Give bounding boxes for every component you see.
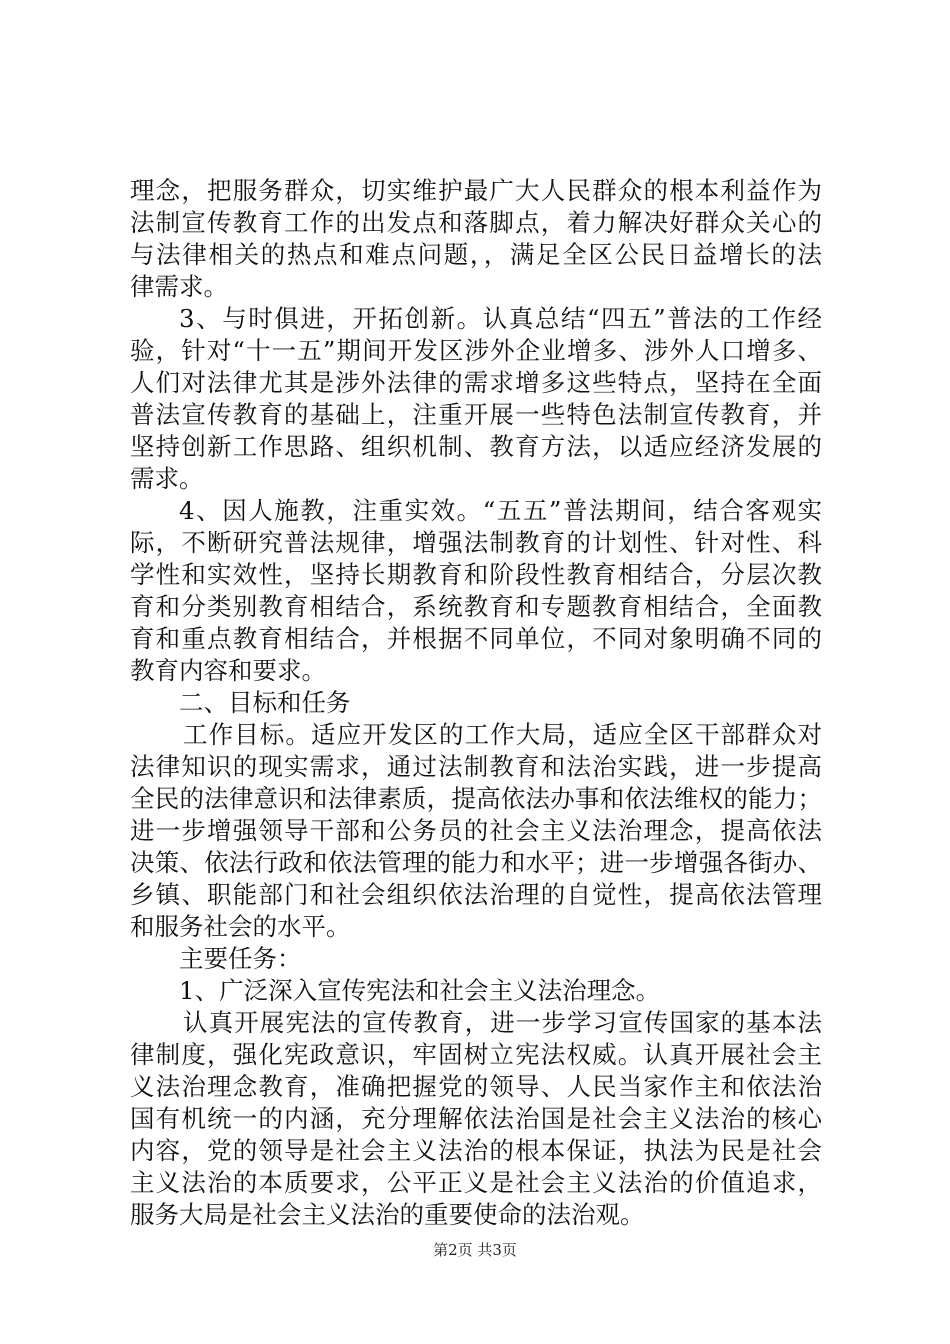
text-line: 育和分类别教育相结合，系统教育和专题教育相结合，全面教: [130, 592, 822, 621]
text-line: 育和重点教育相结合，并根据不同单位，不同对象明确不同的: [130, 624, 822, 653]
text-line: 人们对法律尤其是涉外法律的需求增多这些特点，坚持在全面: [130, 368, 822, 397]
text-line: 主要任务：: [179, 944, 302, 973]
text-line: 与法律相关的热点和难点问题，，满足全区公民日益增长的法: [130, 240, 822, 269]
text-line: 律制度，强化宪政意识，牢固树立宪法权威。认真开展社会主: [130, 1040, 822, 1069]
text-line: 二、目标和任务: [179, 688, 351, 717]
text-line: 工作目标。适应开发区的工作大局，适应全区干部群众对: [183, 720, 822, 749]
text-line: 3、与时俱进，开拓创新。认真总结“四五”普法的工作经: [179, 304, 822, 333]
text-line: 乡镇、职能部门和社会组织依法治理的自觉性，提高依法管理: [130, 880, 822, 909]
text-line: 1、广泛深入宣传宪法和社会主义法治理念。: [179, 976, 661, 1005]
text-line: 全民的法律意识和法律素质，提高依法办事和依法维权的能力；: [130, 784, 822, 813]
text-line: 法制宣传教育工作的出发点和落脚点，着力解决好群众关心的: [130, 208, 822, 237]
text-line: 服务大局是社会主义法治的重要使命的法治观。: [130, 1200, 645, 1229]
text-line: 国有机统一的内涵，充分理解依法治国是社会主义法治的核心: [130, 1104, 822, 1133]
text-line: 内容，党的领导是社会主义法治的根本保证，执法为民是社会: [130, 1136, 822, 1165]
text-line: 验，针对“十一五”期间开发区涉外企业增多、涉外人口增多、: [130, 336, 822, 365]
text-line: 主义法治的本质要求，公平正义是社会主义法治的价值追求，: [130, 1168, 822, 1197]
text-line: 理念，把服务群众，切实维护最广大人民群众的根本利益作为: [130, 176, 822, 205]
text-line: 际，不断研究普法规律，增强法制教育的计划性、针对性、科: [130, 528, 822, 557]
page-footer: 第2页 共3页: [433, 1241, 517, 1259]
text-line: 决策、依法行政和依法管理的能力和水平；进一步增强各街办、: [130, 848, 822, 877]
text-line: 进一步增强领导干部和公务员的社会主义法治理念，提高依法: [130, 816, 822, 845]
text-line: 认真开展宪法的宣传教育，进一步学习宣传国家的基本法: [183, 1008, 822, 1037]
text-line: 法律知识的现实需求，通过法制教育和法治实践，进一步提高: [130, 752, 822, 781]
document-body: [130, 175, 822, 1231]
text-line: 坚持创新工作思路、组织机制、教育方法，以适应经济发展的: [130, 432, 822, 461]
text-line: 学性和实效性，坚持长期教育和阶段性教育相结合，分层次教: [130, 560, 822, 589]
text-line: 律需求。: [130, 272, 228, 301]
text-line: 和服务社会的水平。: [130, 912, 351, 941]
text-line: 义法治理念教育，准确把握党的领导、人民当家作主和依法治: [130, 1072, 822, 1101]
text-line: 教育内容和要求。: [130, 656, 326, 685]
text-line: 普法宣传教育的基础上，注重开展一些特色法制宣传教育，并: [130, 400, 822, 429]
text-line: 需求。: [130, 464, 204, 493]
text-line: 4、因人施教，注重实效。“五五”普法期间，结合客观实: [179, 496, 822, 525]
